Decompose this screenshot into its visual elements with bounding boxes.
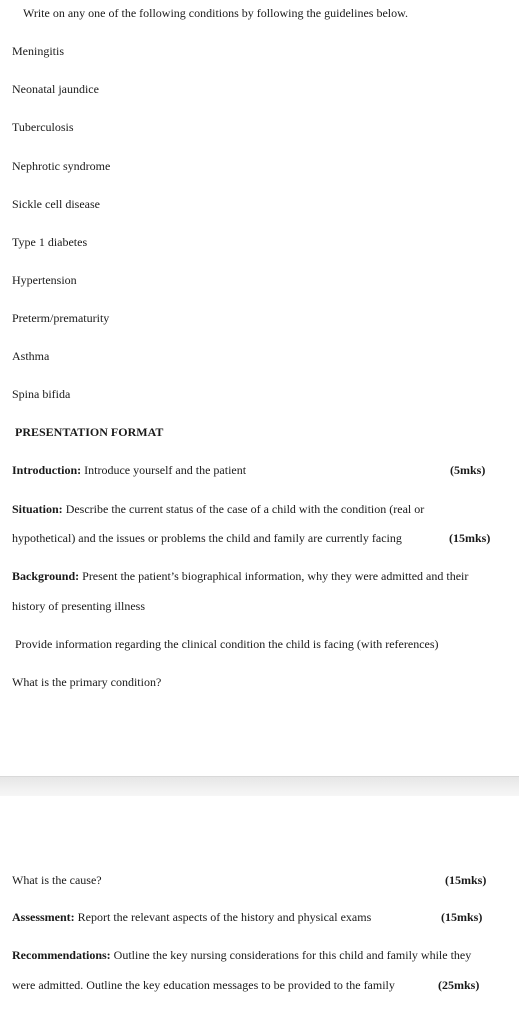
situation-marks: (15mks) [449, 531, 491, 545]
background-line [12, 569, 468, 584]
assessment-line [12, 910, 371, 925]
assessment-label: Assessment: [12, 910, 75, 924]
condition-item: Sickle cell disease [12, 197, 100, 211]
condition-item: Meningitis [12, 44, 65, 58]
introduction-marks: (5mks) [450, 463, 486, 477]
situation-line [12, 502, 424, 517]
condition-item: Neonatal jaundice [12, 82, 99, 96]
page-break [0, 776, 519, 796]
recommendations-text-continued: were admitted. Outline the key education messages to be provided to the family [12, 978, 395, 992]
assessment-text: Report the relevant aspects of the history and physical exams [74, 910, 372, 924]
background-text-continued: history of presenting illness [12, 599, 145, 613]
situation-label: Situation: [12, 502, 63, 516]
introduction-text: Introduce yourself and the patient [81, 463, 247, 477]
condition-item: Spina bifida [12, 387, 71, 401]
condition-item: Preterm/prematurity [12, 311, 110, 325]
cause-question: What is the cause? [12, 873, 102, 887]
cause-marks: (15mks) [445, 873, 487, 887]
background-text: Present the patient’s biographical information, why they were admitted and their [79, 569, 469, 583]
clinical-info-text: Provide information regarding the clinical condition the child is facing (with references) [15, 637, 439, 651]
introduction-line [12, 463, 246, 478]
assessment-marks: (15mks) [441, 910, 483, 924]
introduction-label: Introduction: [12, 463, 82, 477]
background-label: Background: [12, 569, 80, 583]
condition-item: Type 1 diabetes [12, 235, 88, 249]
condition-item: Tuberculosis [12, 120, 74, 134]
recommendations-label: Recommendations: [12, 948, 111, 962]
section-heading: PRESENTATION FORMAT [15, 425, 164, 439]
condition-item: Nephrotic syndrome [12, 159, 111, 173]
condition-item: Hypertension [12, 273, 77, 287]
situation-text-continued: hypothetical) and the issues or problems the child and family are currently facing [12, 531, 402, 545]
recommendations-line [12, 948, 471, 963]
primary-condition-question: What is the primary condition? [12, 675, 162, 689]
instructions-text: Write on any one of the following conditions by following the guidelines below. [23, 6, 409, 20]
recommendations-marks: (25mks) [438, 978, 480, 992]
condition-item: Asthma [12, 349, 50, 363]
recommendations-text: Outline the key nursing considerations for this child and family while they [110, 948, 472, 962]
situation-text: Describe the current status of the case of a child with the condition (real or [62, 502, 425, 516]
